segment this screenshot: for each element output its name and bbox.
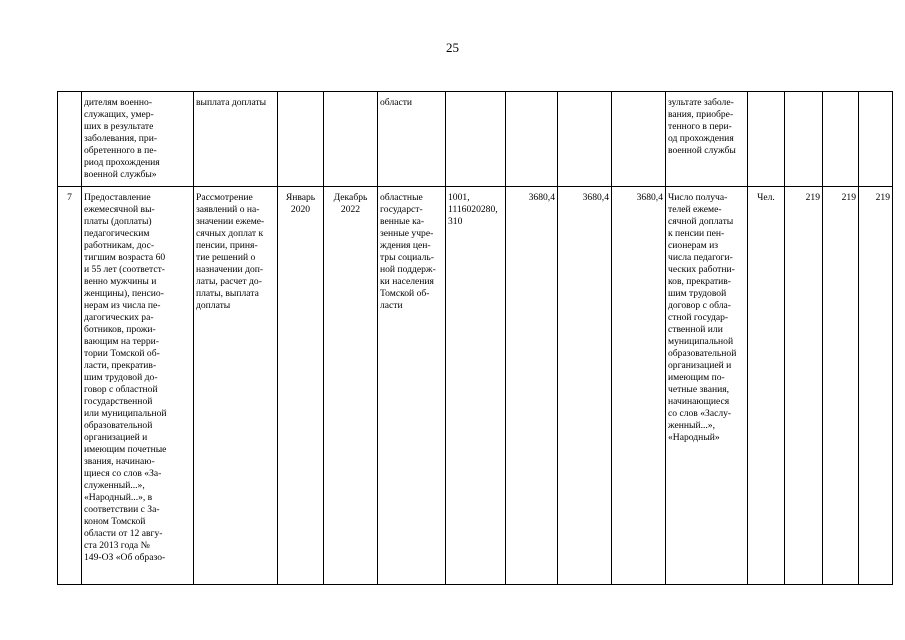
value-cell-3 bbox=[859, 92, 893, 187]
amount-cell-1: 3680,4 bbox=[506, 187, 558, 585]
value-cell-1 bbox=[785, 92, 823, 187]
start-date-cell: Январь 2020 bbox=[278, 187, 324, 585]
row-number-cell: 7 bbox=[58, 187, 82, 585]
indicator-cell: Число получа- телей ежеме- сячной доплаты к пенсии пен- сионерам из числа педагоги- ческих работни- ков, прекратив- шим трудовой договор с обла- стной государ- ственной или муниципальной образовательной организацией и имеющим по- четные звания, начинающиеся со слов «Заслу- женный...», «Народный» bbox=[666, 187, 748, 585]
budget-code-cell: 1001, 1116020280, 310 bbox=[446, 187, 506, 585]
amount-cell-3 bbox=[612, 92, 666, 187]
amount-cell-1 bbox=[506, 92, 558, 187]
program-measures-table bbox=[57, 91, 893, 585]
measure-description-cell: дителям военно- служащих, умер- ших в результате заболевания, при- обретенного в пе- риод прохождения военной службы» bbox=[82, 92, 194, 187]
measure-description-cell: Предоставление ежемесячной вы- платы (доплаты) педагогическим работникам, дос- тигшим возраста 60 и 55 лет (соответст- венно мужчины и женщины), пенсио- нерам из числа пе- дагогических ра- ботников, прожи- вающим на терри- тории Томской об- ласти, прекратив- шим трудовой до- говор с областной государственной или муниципальной образовательной организацией и имеющим почетные звания, начинаю- щиеся со слов «За- служенный...», «Народный...», в соответствии с За- коном Томской области от 12 авгу- ста 2013 года № 149-ОЗ «Об образо- bbox=[82, 187, 194, 585]
unit-cell: Чел. bbox=[748, 187, 785, 585]
amount-cell-2 bbox=[558, 92, 612, 187]
end-date-cell bbox=[324, 92, 378, 187]
indicator-cell: зультате заболе- вания, приобре- тенного в пери- од прохождения военной службы bbox=[666, 92, 748, 187]
executor-cell: области bbox=[378, 92, 446, 187]
value-cell-3: 219 bbox=[859, 187, 893, 585]
table-row bbox=[58, 92, 893, 187]
row-number-cell bbox=[58, 92, 82, 187]
start-date-cell bbox=[278, 92, 324, 187]
value-cell-1: 219 bbox=[785, 187, 823, 585]
amount-cell-2: 3680,4 bbox=[558, 187, 612, 585]
executor-cell: областные государст- венные ка- зенные учре- ждения цен- тры социаль- ной поддерж- ки населения Томской об- ласти bbox=[378, 187, 446, 585]
amount-cell-3: 3680,4 bbox=[612, 187, 666, 585]
end-date-cell: Декабрь 2022 bbox=[324, 187, 378, 585]
table-row bbox=[58, 187, 893, 585]
page-number: 25 bbox=[446, 40, 459, 55]
value-cell-2: 219 bbox=[823, 187, 859, 585]
value-cell-2 bbox=[823, 92, 859, 187]
event-cell: выплата доплаты bbox=[194, 92, 278, 187]
budget-code-cell bbox=[446, 92, 506, 187]
unit-cell bbox=[748, 92, 785, 187]
event-cell: Рассмотрение заявлений о на- значении ежеме- сячных доплат к пенсии, приня- тие решений о назначении доп- латы, расчет до- платы, выплата доплаты bbox=[194, 187, 278, 585]
